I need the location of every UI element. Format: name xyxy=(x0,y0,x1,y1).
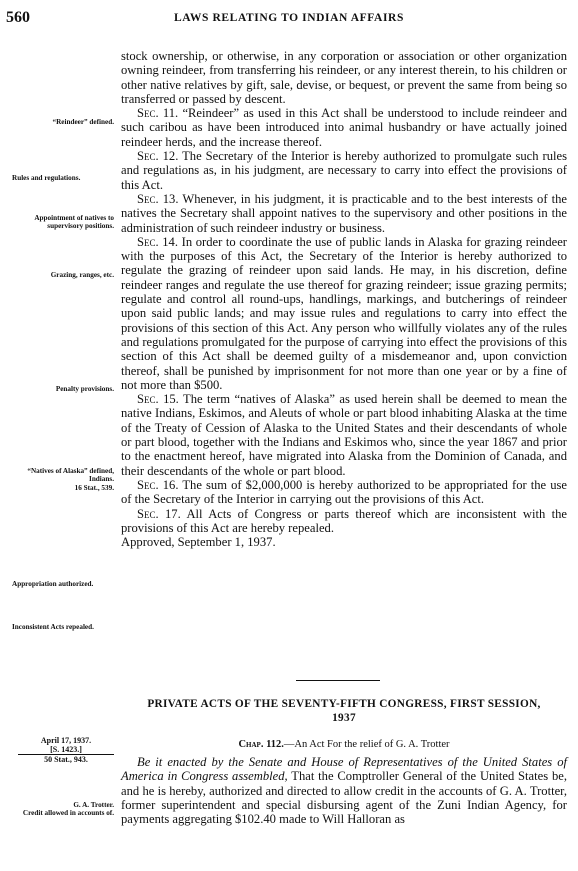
section-17-text: All Acts of Congress or parts thereof which are inconsistent with the provisions of this Act are hereby repealed. xyxy=(121,506,567,535)
section-13 xyxy=(121,192,567,235)
section-17-label: Sec. 17. xyxy=(137,506,181,521)
bill-number: [S. 1423.] xyxy=(18,745,114,755)
chapter-title: —An Act For the relief of G. A. Trotter xyxy=(283,739,450,750)
page-number: 560 xyxy=(6,9,30,26)
section-12-label: Sec. 12. xyxy=(137,149,179,164)
margin-note-natives-defined: “Natives of Alaska” defined, Indians. xyxy=(27,467,114,484)
section-16-text: The sum of $2,000,000 is hereby authorized to be appropriated for the use of the Secretary of the Interior in carrying out the provisions of this Act. xyxy=(121,477,568,507)
margin-note-appointment: Appointment of natives to supervisory positions. xyxy=(34,214,114,231)
enacting-clause xyxy=(121,755,567,826)
section-11-label: Sec. 11. xyxy=(137,106,179,121)
section-11 xyxy=(121,106,567,149)
margin-note-grazing: Grazing, ranges, etc. xyxy=(50,271,114,279)
margin-note-reindeer: “Reindeer” defined. xyxy=(52,118,114,126)
section-15-text: The term “natives of Alaska” as used herein shall be deemed to mean the native Indians, Eskimos, and Aleuts of whole or part blood inhabiting Alaska at the time of the Treaty of Cession of Alaska to the United States and their descendants of whole or part blood, together with the Indians and Eskimos who, since the year 1867 and prior to the enactment hereof, have migrated into Alaska from the Dominion of Canada, and their descendants of the whole or part blood. xyxy=(121,392,567,478)
section-11-text: “Reindeer” as used in this Act shall be understood to include reindeer and such caribou as have been introduced into animal husbandry or have actually joined reindeer herds, and the increase thereof. xyxy=(121,106,568,149)
opening-paragraph: stock ownership, or otherwise, in any corporation or association or other organization owning reindeer, from transferring his reindeer, or any interest therein, to his children or other native relatives by gift, sale, devise, or bequest, or prevent the same from being so transferred or passed by descent. xyxy=(121,49,567,106)
act-date-block xyxy=(18,736,114,764)
statute-body xyxy=(121,49,567,549)
margin-note-appropriation: Appropriation authorized. xyxy=(12,580,94,588)
private-acts-heading-line2: 1937 xyxy=(332,712,356,724)
act-date: April 17, 1937. xyxy=(40,736,92,745)
section-divider xyxy=(296,680,380,681)
margin-note-natives xyxy=(2,467,114,492)
section-15-label: Sec. 15. xyxy=(137,392,179,407)
section-16-label: Sec. 16. xyxy=(137,477,179,492)
margin-note-trotter-name: G. A. Trotter. xyxy=(73,801,114,809)
section-17 xyxy=(121,507,567,536)
section-14-label: Sec. 14. xyxy=(137,234,179,249)
section-14 xyxy=(121,235,567,392)
stat-reference: 50 Stat., 943. xyxy=(44,755,88,764)
margin-note-penalty: Penalty provisions. xyxy=(55,385,114,393)
margin-note-rules: Rules and regulations. xyxy=(12,174,81,182)
section-15 xyxy=(121,392,567,478)
margin-note-inconsistent: Inconsistent Acts repealed. xyxy=(12,623,94,631)
section-13-text: Whenever, in his judgment, it is practicable and to the best interests of the natives the Secretary shall appoint natives to the supervisory and other positions in the administration of such reindeer industry or business. xyxy=(121,191,568,235)
section-13-label: Sec. 13. xyxy=(137,191,179,206)
enacting-formula: Be it enacted by the Senate and House of Representatives of the United States of America in Congress assembled, xyxy=(121,755,567,784)
section-16 xyxy=(121,478,567,507)
margin-note-natives-stat: 16 Stat., 539. xyxy=(74,483,114,492)
private-acts-heading-line1: PRIVATE ACTS OF THE SEVENTY-FIFTH CONGRESS, FIRST SESSION, xyxy=(147,698,541,710)
section-12-text: The Secretary of the Interior is hereby authorized to promulgate such rules and regulations as, in his judgment, are necessary to carry into effect the provisions of this Act. xyxy=(121,149,567,192)
margin-note-credit: Credit allowed in accounts of. xyxy=(22,809,114,818)
running-head: LAWS RELATING TO INDIAN AFFAIRS xyxy=(174,12,404,24)
chapter-heading xyxy=(121,739,567,750)
margin-note-trotter xyxy=(2,801,114,818)
approved-line: Approved, September 1, 1937. xyxy=(121,535,276,550)
chapter-label: Chap. 112. xyxy=(238,739,284,750)
section-12 xyxy=(121,149,567,192)
enacting-text: That the Comptroller General of the United States be, and he is hereby, authorized and directed to allow credit in the accounts of G. A. Trotter, former superintendent and special disbursing agent of the Zuni Indian Agency, for payments aggregating $102.40 made to Will Halloran as xyxy=(121,769,567,827)
private-acts-heading xyxy=(121,697,567,725)
section-14-text: In order to coordinate the use of public lands in Alaska for grazing reindeer with the purposes of this Act, the Secretary of the Interior is hereby authorized to regulate the grazing of reindeer upon said lands. He may, in his discretion, define reindeer ranges and regulate the use thereof for grazing reindeer; issue grazing permits; regulate and control all round-ups, handlings, markings, and butcherings of reindeer upon said public lands; and may issue rules and regulations to carry into effect the provisions of this section of this Act. Any person who willfully violates any of the rules and regulations promulgated for the purpose of carrying into effect the provisions of this section of this Act shall be deemed guilty of a misdemeanor and, upon conviction thereof, shall be punished by imprisonment for not more than one year or by a fine of not more than $500. xyxy=(121,234,567,392)
